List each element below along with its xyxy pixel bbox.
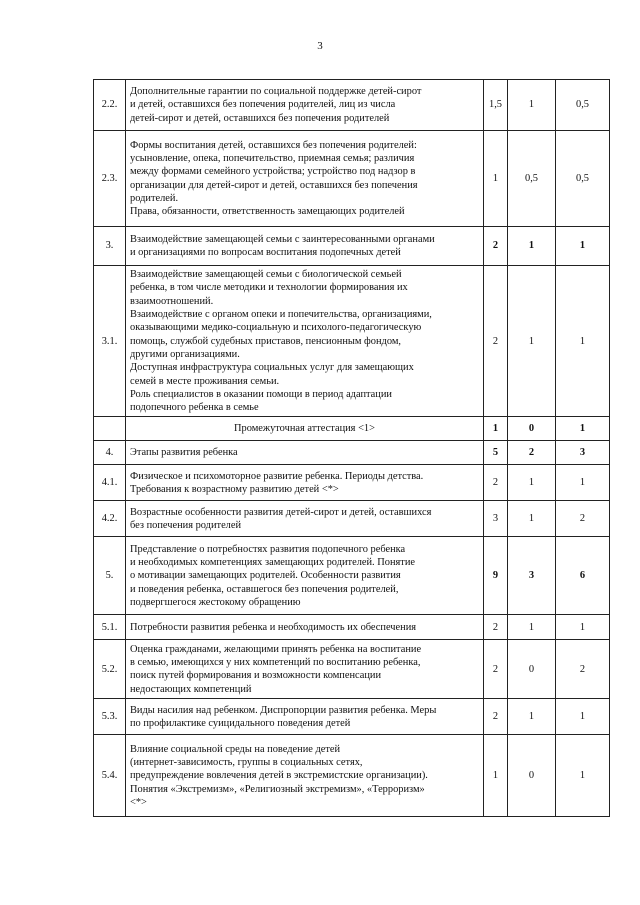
hours-total: 2	[484, 227, 508, 266]
row-topic	[126, 417, 484, 441]
row-topic	[126, 266, 484, 417]
topic-line: Понятия «Экстремизм», «Религиозный экстремизм», «Терроризм»	[130, 783, 425, 795]
hours-total: 2	[484, 465, 508, 501]
row-topic	[126, 465, 484, 501]
row-number: 5.1.	[94, 615, 126, 640]
topic-line: Виды насилия над ребенком. Диспропорции развития ребенка. Меры	[130, 704, 437, 716]
topic-line: и детей, оставшихся без попечения родителей, лиц из числа	[130, 99, 396, 111]
hours-theory: 0	[508, 640, 556, 699]
topic-line: Роль специалистов в оказании помощи в период адаптации	[130, 388, 392, 400]
hours-practice: 2	[556, 640, 610, 699]
topic-line: Формы воспитания детей, оставшихся без попечения родителей:	[130, 139, 417, 151]
row-number: 4.2.	[94, 501, 126, 537]
topic-line: Потребности развития ребенка и необходимость их обеспечения	[130, 621, 417, 633]
table-row	[94, 640, 610, 699]
hours-total: 5	[484, 441, 508, 465]
hours-practice: 1	[556, 699, 610, 735]
topic-line: <*>	[130, 796, 147, 808]
topic-line: Возрастные особенности развития детей-сирот и детей, оставшихся	[130, 506, 432, 518]
topic-line: Доступная инфраструктура социальных услуг для замещающих	[130, 362, 414, 374]
topic-line: поиск путей формирования и возможности компенсации	[130, 670, 382, 682]
topic-line: без попечения родителей	[130, 519, 242, 531]
topic-line: Взаимодействие замещающей семьи с биологической семьей	[130, 269, 402, 280]
row-topic	[126, 501, 484, 537]
topic-line: Дополнительные гарантии по социальной поддержке детей-сирот	[130, 86, 422, 98]
topic-line: Взаимодействие замещающей семьи с заинтересованными органами	[130, 233, 435, 245]
topic-line: подвергшегося жестокому обращению	[130, 596, 301, 608]
table-row	[94, 227, 610, 266]
topic-line: предупреждение вовлечения детей в экстремистские организации).	[130, 770, 428, 782]
hours-theory: 0,5	[508, 131, 556, 227]
topic-line: недостающих компетенций	[130, 683, 252, 695]
hours-theory: 1	[508, 266, 556, 417]
hours-theory: 0	[508, 735, 556, 817]
topic-line: Физическое и психомоторное развитие ребенка. Периоды детства.	[130, 470, 424, 482]
topic-line: взаимоотношений.	[130, 295, 214, 307]
hours-practice: 3	[556, 441, 610, 465]
hours-theory: 0	[508, 417, 556, 441]
topic-line: в семью, имеющихся у них компетенций по воспитанию ребенка,	[130, 657, 421, 669]
row-number: 3.	[94, 227, 126, 266]
hours-practice: 6	[556, 537, 610, 615]
table-row	[94, 465, 610, 501]
table-row	[94, 501, 610, 537]
hours-practice: 2	[556, 501, 610, 537]
topic-line: Представление о потребностях развития подопечного ребенка	[130, 543, 406, 555]
table-row	[94, 441, 610, 465]
row-number: 2.2.	[94, 80, 126, 131]
table-row	[94, 131, 610, 227]
topic-line: (интернет-зависимость, группы в социальных сетях,	[130, 756, 363, 768]
hours-total: 3	[484, 501, 508, 537]
hours-theory: 1	[508, 615, 556, 640]
row-number: 4.	[94, 441, 126, 465]
hours-practice: 1	[556, 735, 610, 817]
topic-line: Требования к возрастному развитию детей <*>	[130, 483, 339, 495]
table-row	[94, 699, 610, 735]
row-topic	[126, 131, 484, 227]
hours-theory: 2	[508, 441, 556, 465]
topic-line: и поведения ребенка, оставшегося без попечения родителей,	[130, 583, 399, 595]
row-number: 3.1.	[94, 266, 126, 417]
topic-line: между формами семейного устройства; устройство под надзор в	[130, 166, 416, 178]
table-row	[94, 417, 610, 441]
topic-line: детей-сирот и детей, оставшихся без попечения родителей	[130, 112, 390, 124]
hours-theory: 1	[508, 465, 556, 501]
topic-line: организации для детей-сирот и детей, оставшихся без попечения	[130, 179, 418, 191]
hours-total: 1	[484, 131, 508, 227]
row-topic	[126, 640, 484, 699]
row-topic	[126, 699, 484, 735]
hours-practice: 0,5	[556, 80, 610, 131]
row-number: 5.3.	[94, 699, 126, 735]
hours-practice: 1	[556, 465, 610, 501]
hours-theory: 1	[508, 699, 556, 735]
row-number	[94, 417, 126, 441]
topic-line: Права, обязанности, ответственность замещающих родителей	[130, 206, 405, 218]
topic-line: Промежуточная аттестация <1>	[234, 423, 375, 435]
table-row	[94, 615, 610, 640]
table-row	[94, 537, 610, 615]
hours-total: 1	[484, 417, 508, 441]
hours-practice: 0,5	[556, 131, 610, 227]
topic-line: по профилактике суицидального поведения детей	[130, 717, 351, 729]
topic-line: усыновление, опека, попечительство, приемная семья; различия	[130, 152, 415, 164]
hours-theory: 1	[508, 80, 556, 131]
topic-line: Влияние социальной среды на поведение детей	[130, 743, 341, 755]
topic-line: и необходимых компетенциях замещающих родителей. Понятие	[130, 556, 416, 568]
topic-line: Оценка гражданами, желающими принять ребенка на воспитание	[130, 643, 422, 655]
topic-line: о мотивации замещающих родителей. Особенности развития	[130, 570, 401, 582]
topic-line: Этапы развития ребенка	[130, 447, 238, 459]
curriculum-table	[93, 79, 610, 817]
hours-theory: 1	[508, 501, 556, 537]
hours-total: 2	[484, 266, 508, 417]
topic-line: подопечного ребенка в семье	[130, 402, 259, 414]
row-number: 5.2.	[94, 640, 126, 699]
table-body	[94, 80, 610, 817]
row-topic	[126, 537, 484, 615]
topic-line: родителей.	[130, 192, 179, 204]
table-row	[94, 266, 610, 417]
row-number: 4.1.	[94, 465, 126, 501]
hours-total: 2	[484, 640, 508, 699]
hours-theory: 3	[508, 537, 556, 615]
hours-total: 1,5	[484, 80, 508, 131]
row-number: 5.	[94, 537, 126, 615]
topic-line: ребенка, в том числе методики и технологии формирования их	[130, 282, 408, 294]
hours-theory: 1	[508, 227, 556, 266]
topic-line: и организациями по вопросам воспитания подопечных детей	[130, 247, 401, 258]
topic-line: семей в месте проживания семьи.	[130, 375, 280, 387]
hours-total: 1	[484, 735, 508, 817]
hours-practice: 1	[556, 266, 610, 417]
topic-line: помощь, службой судебных приставов, пенсионным фондом,	[130, 335, 401, 347]
hours-practice: 1	[556, 615, 610, 640]
topic-line: оказывающими медико-социальную и психолого-педагогическую	[130, 322, 422, 334]
hours-practice: 1	[556, 227, 610, 266]
page-number: 3	[317, 40, 323, 52]
hours-practice: 1	[556, 417, 610, 441]
table-row	[94, 80, 610, 131]
row-topic	[126, 615, 484, 640]
row-topic	[126, 735, 484, 817]
topic-line: Взаимодействие с органом опеки и попечительства, организациями,	[130, 308, 432, 320]
row-topic	[126, 227, 484, 266]
row-topic	[126, 80, 484, 131]
row-topic	[126, 441, 484, 465]
topic-line: другими организациями.	[130, 348, 240, 360]
row-number: 5.4.	[94, 735, 126, 817]
hours-total: 2	[484, 615, 508, 640]
row-number: 2.3.	[94, 131, 126, 227]
hours-total: 9	[484, 537, 508, 615]
hours-total: 2	[484, 699, 508, 735]
table-row	[94, 735, 610, 817]
